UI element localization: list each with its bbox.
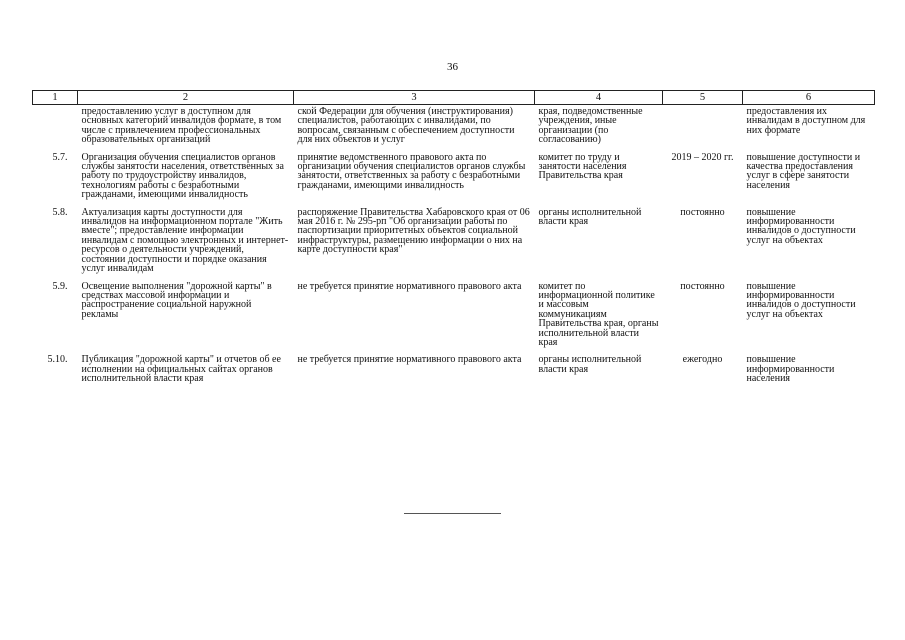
row-number: 5.9. <box>52 280 68 292</box>
period-cell: ежегодно <box>682 354 723 366</box>
table-row <box>33 355 875 391</box>
period-cell: постоянно <box>680 280 725 292</box>
column-header-5: 5 <box>663 91 743 105</box>
table-row <box>33 153 875 208</box>
column-header-4: 4 <box>535 91 663 105</box>
responsible-cell: органы исполнительной власти края <box>538 354 642 375</box>
legal-act-cell: распоряжение Правительства Хабаровского края от 06 мая 2016 г. № 295-рп "Об организации работы по паспортизации приоритетных объектов социальной инфраструктуры, размещению информации о них на карте доступности края" <box>297 206 530 256</box>
row-number: 5.7. <box>52 151 68 163</box>
period-cell <box>663 105 743 153</box>
period-cell: 2019 – 2020 гг. <box>671 151 734 163</box>
page-number: 36 <box>447 61 458 73</box>
result-cell: повышение информированности населения <box>746 354 835 385</box>
column-header-1: 1 <box>33 91 78 105</box>
legal-act-cell: принятие ведомственного правового акта по организации обучения специалистов органов службы занятости, ответственных за работу с безработными гражданами, имеющими инвалидность <box>297 151 526 191</box>
responsible-cell: органы исполнительной власти края <box>538 206 642 228</box>
period-cell: постоянно <box>680 206 725 218</box>
row-number: 5.8. <box>52 206 68 218</box>
roadmap-table <box>32 90 875 392</box>
legal-act-cell: не требуется принятие нормативного правового акта <box>297 280 522 292</box>
responsible-cell: комитет по труду и занятости населения Правительства края <box>538 151 627 182</box>
legal-act-cell: не требуется принятие нормативного правового акта <box>297 354 522 366</box>
column-header-3: 3 <box>294 91 535 105</box>
table-row <box>33 282 875 356</box>
footer-divider <box>404 513 501 514</box>
row-number: 5.10. <box>47 354 68 366</box>
responsible-cell: края, подведомственные учреждения, иные организации (по согласованию) <box>538 106 643 146</box>
table-row <box>33 208 875 282</box>
result-cell: повышение доступности и качества предоставления услуг в сфере занятости населения <box>746 151 861 191</box>
column-header-6: 6 <box>743 91 875 105</box>
activity-cell: Актуализация карты доступности для инвалидов на информационном портале "Жить вместе"; предоставление информации инвалидам с помощью электронных и интернет-ресурсов о деятельности учреждений, состоянии доступности и порядке оказания услуг инвалидам <box>81 206 289 275</box>
header-row <box>33 91 875 105</box>
table-row <box>33 105 875 153</box>
result-cell: предоставления их инвалидам в доступном для них формате <box>746 106 866 136</box>
activity-cell: Освещение выполнения "дорожной карты" в средствах массовой информации и распространение социальной наружной рекламы <box>81 280 272 320</box>
row-number <box>33 105 78 153</box>
activity-cell: предоставлению услуг в доступном для основных категорий инвалидов формате, в том числе с привлечением профессиональных образовательных организаций <box>81 106 282 146</box>
legal-act-cell: ской Федерации для обучения (инструктирования) специалистов, работающих с инвалидами, по вопросам, связанным с обеспечением доступности для них объектов и услуг <box>297 106 515 146</box>
result-cell: повышение информированности инвалидов о доступности услуг на объектах <box>746 206 856 246</box>
column-header-2: 2 <box>78 91 294 105</box>
activity-cell: Организация обучения специалистов органов службы занятости населения, ответственных за работу по трудоустройству инвалидов, технологиям работы с безработными гражданами, имеющими инвалидность <box>81 151 284 201</box>
responsible-cell: комитет по информационной политике и массовым коммуникациям Правительства края, органы исполнительной власти края <box>538 280 659 348</box>
result-cell: повышение информированности инвалидов о доступности услуг на объектах <box>746 280 856 320</box>
activity-cell: Публикация "дорожной карты" и отчетов об ее исполнении на официальных сайтах органов исполнительной власти края <box>81 354 281 385</box>
